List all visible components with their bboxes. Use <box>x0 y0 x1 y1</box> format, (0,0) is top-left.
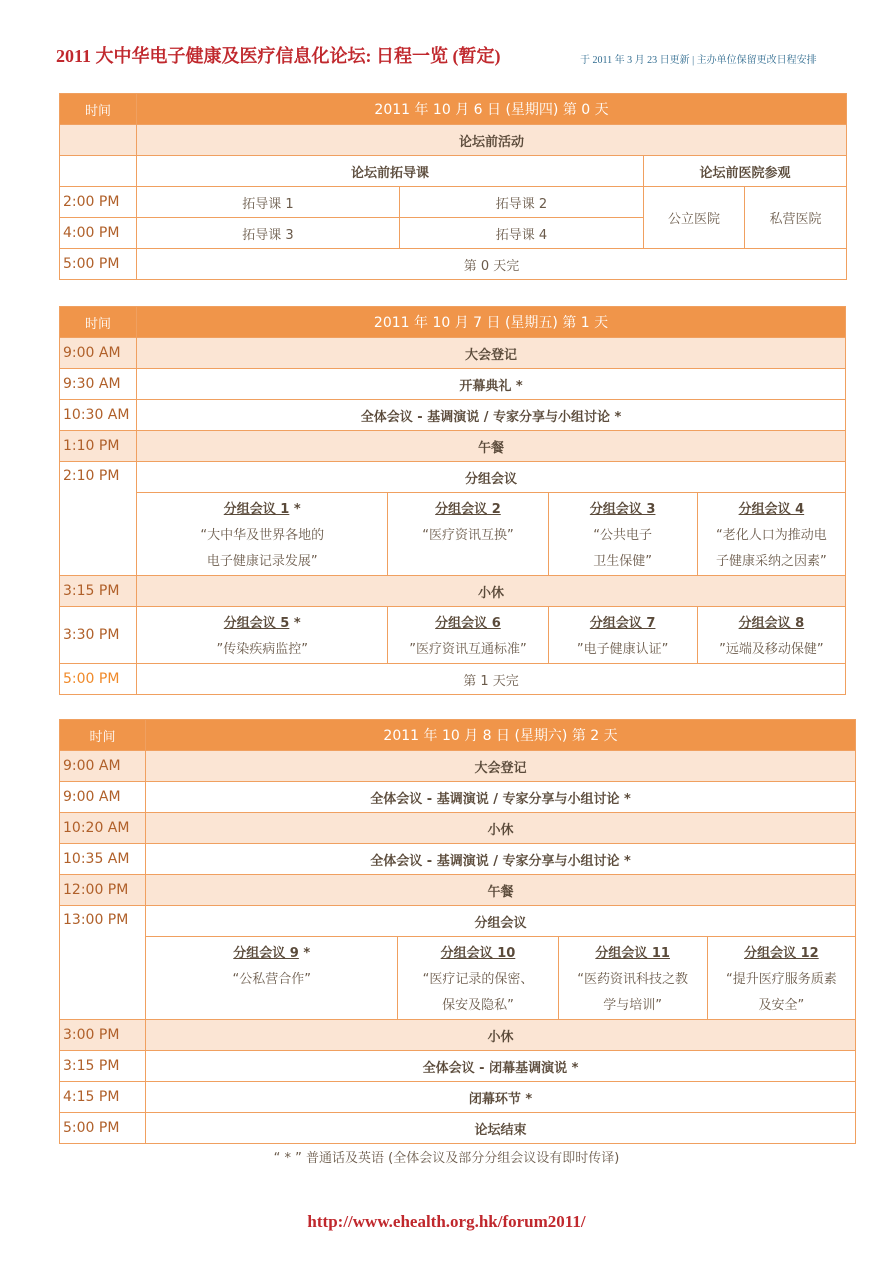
table-row <box>60 1113 856 1144</box>
time-cell <box>60 156 137 187</box>
session-topic: 及安全” <box>758 998 805 1013</box>
time-cell: 3:15 PM <box>60 576 137 607</box>
time-cell: 9:00 AM <box>60 782 146 813</box>
table-row <box>60 1051 856 1082</box>
time-cell: 4:00 PM <box>60 218 137 249</box>
session-title: 分组会议 8 <box>738 616 805 631</box>
time-cell: 5:00 PM <box>60 664 137 695</box>
interpretation-footnote: “ * ” 普通话及英语 (全体会议及部分分组会议设有即时传译) <box>273 1151 620 1166</box>
session-title: 分组会议 3 <box>589 502 656 517</box>
session-star: * <box>298 946 311 961</box>
session-topic: ”医疗资讯互通标准” <box>409 642 527 657</box>
time-column-header: 时间 <box>60 720 146 751</box>
pre-forum-workshop-header: 论坛前拓导课 <box>137 156 644 187</box>
event-cell: 午餐 <box>137 431 846 462</box>
time-cell: 2:00 PM <box>60 187 137 218</box>
day0-date-header: 2011 年 10 月 6 日 (星期四) 第 0 天 <box>137 94 847 125</box>
time-cell: 9:30 AM <box>60 369 137 400</box>
session-topic: “公共电子 <box>593 528 653 543</box>
table-row <box>60 844 856 875</box>
table-row <box>60 607 846 664</box>
day-end-cell: 第 0 天完 <box>137 249 847 280</box>
session-topic: “医药资讯科技之教 <box>577 972 689 987</box>
event-cell: 大会登记 <box>137 338 846 369</box>
day1-header-row <box>60 307 846 338</box>
table-row <box>60 782 856 813</box>
table-row <box>60 400 846 431</box>
table-row <box>60 187 847 218</box>
session-title: 分组会议 12 <box>744 946 819 961</box>
time-column-header: 时间 <box>60 94 137 125</box>
event-cell: 小休 <box>146 1020 856 1051</box>
event-cell: 小休 <box>146 813 856 844</box>
table-row <box>60 431 846 462</box>
event-cell: 开幕典礼 * <box>137 369 846 400</box>
table-row <box>60 493 846 576</box>
session-topic: “老化人口为推动电 <box>715 528 827 543</box>
session-star: * <box>289 616 301 631</box>
time-cell: 3:30 PM <box>60 607 137 664</box>
event-cell: 午餐 <box>146 875 856 906</box>
event-cell: 分组会议 <box>137 462 846 493</box>
breakout-session-cell <box>707 937 855 1020</box>
session-topic: 保安及隐私” <box>442 998 514 1013</box>
event-cell: 全体会议 - 基调演说 / 专家分享与小组讨论 * <box>137 400 846 431</box>
event-cell: 论坛结束 <box>146 1113 856 1144</box>
hospital-visit-header: 论坛前医院参观 <box>644 156 847 187</box>
session-topic: “医疗资讯互换” <box>422 528 514 543</box>
breakout-session-cell <box>137 493 388 576</box>
table-row <box>60 249 847 280</box>
breakout-session-cell <box>697 607 845 664</box>
table-row <box>60 125 847 156</box>
page-title: 2011 大中华电子健康及医疗信息化论坛: 日程一览 (暂定) <box>56 46 501 66</box>
breakout-session-cell <box>558 937 707 1020</box>
session-title: 分组会议 7 <box>589 616 656 631</box>
session-topic: “大中华及世界各地的 <box>200 528 325 543</box>
event-cell: 小休 <box>137 576 846 607</box>
public-hospital-visit: 公立医院 <box>644 187 745 249</box>
event-cell: 全体会议 - 基调演说 / 专家分享与小组讨论 * <box>146 782 856 813</box>
session-topic: ”远端及移动保健” <box>719 642 824 657</box>
time-cell: 5:00 PM <box>60 1113 146 1144</box>
time-cell: 9:00 AM <box>60 338 137 369</box>
table-row <box>60 338 846 369</box>
breakout-session-cell <box>697 493 845 576</box>
table-row <box>60 751 856 782</box>
session-title: 分组会议 9 <box>233 946 299 961</box>
time-cell: 10:35 AM <box>60 844 146 875</box>
session-topic: “提升医疗服务质素 <box>726 972 837 987</box>
session-title: 分组会议 11 <box>595 946 670 961</box>
day2-header-row <box>60 720 856 751</box>
session-title: 分组会议 5 <box>223 616 290 631</box>
time-column-header: 时间 <box>60 307 137 338</box>
day2-date-header: 2011 年 10 月 8 日 (星期六) 第 2 天 <box>146 720 856 751</box>
event-cell: 全体会议 - 闭幕基调演说 * <box>146 1051 856 1082</box>
day-end-cell: 第 1 天完 <box>137 664 846 695</box>
session-topic: 子健康采纳之因素” <box>715 554 827 569</box>
event-cell: 闭幕环节 * <box>146 1082 856 1113</box>
time-cell: 2:10 PM <box>60 462 137 576</box>
workshop-cell: 拓导课 3 <box>137 218 400 249</box>
time-cell: 3:15 PM <box>60 1051 146 1082</box>
update-note: 于 2011 年 3 月 23 日更新 | 主办单位保留更改日程安排 <box>580 55 817 66</box>
table-row <box>60 875 856 906</box>
table-row <box>60 156 847 187</box>
event-cell: 全体会议 - 基调演说 / 专家分享与小组讨论 * <box>146 844 856 875</box>
day0-schedule-table <box>59 93 847 280</box>
session-topic: “公私营合作” <box>232 972 311 987</box>
session-title: 分组会议 2 <box>435 502 501 517</box>
breakout-session-cell <box>548 493 697 576</box>
table-row <box>60 813 856 844</box>
breakout-session-cell <box>146 937 398 1020</box>
day1-date-header: 2011 年 10 月 7 日 (星期五) 第 1 天 <box>137 307 846 338</box>
time-cell: 1:10 PM <box>60 431 137 462</box>
time-cell: 5:00 PM <box>60 249 137 280</box>
table-row <box>60 576 846 607</box>
workshop-cell: 拓导课 4 <box>400 218 644 249</box>
time-cell: 13:00 PM <box>60 906 146 1020</box>
pre-forum-activity: 论坛前活动 <box>137 125 847 156</box>
day1-schedule-table <box>59 306 846 695</box>
breakout-session-cell <box>388 493 548 576</box>
breakout-session-cell <box>398 937 558 1020</box>
time-cell: 10:20 AM <box>60 813 146 844</box>
session-topic: ”传染疾病监控” <box>216 642 308 657</box>
table-row <box>60 462 846 493</box>
table-row <box>60 1082 856 1113</box>
session-title: 分组会议 1 <box>223 502 290 517</box>
session-star: * <box>289 502 301 517</box>
breakout-session-cell <box>388 607 548 664</box>
event-cell: 分组会议 <box>146 906 856 937</box>
table-row <box>60 369 846 400</box>
table-row <box>60 1020 856 1051</box>
session-title: 分组会议 4 <box>738 502 805 517</box>
time-cell: 9:00 AM <box>60 751 146 782</box>
forum-url-link[interactable]: http://www.ehealth.org.hk/forum2011/ <box>307 1212 586 1231</box>
table-row <box>60 906 856 937</box>
time-cell <box>60 125 137 156</box>
time-cell: 10:30 AM <box>60 400 137 431</box>
workshop-cell: 拓导课 2 <box>400 187 644 218</box>
session-topic: 卫生保健” <box>593 554 653 569</box>
session-topic: ”电子健康认证” <box>576 642 669 657</box>
session-title: 分组会议 10 <box>440 946 516 961</box>
workshop-cell: 拓导课 1 <box>137 187 400 218</box>
time-cell: 12:00 PM <box>60 875 146 906</box>
breakout-session-cell <box>137 607 388 664</box>
session-topic: 电子健康记录发展” <box>206 554 318 569</box>
table-row <box>60 664 846 695</box>
breakout-session-cell <box>548 607 697 664</box>
time-cell: 4:15 PM <box>60 1082 146 1113</box>
session-topic: “医疗记录的保密、 <box>422 972 534 987</box>
table-row <box>60 937 856 1020</box>
event-cell: 大会登记 <box>146 751 856 782</box>
day0-header-row <box>60 94 847 125</box>
session-topic: 学与培训” <box>603 998 663 1013</box>
session-title: 分组会议 6 <box>435 616 501 631</box>
day2-schedule-table <box>59 719 856 1144</box>
private-hospital-visit: 私营医院 <box>745 187 847 249</box>
time-cell: 3:00 PM <box>60 1020 146 1051</box>
